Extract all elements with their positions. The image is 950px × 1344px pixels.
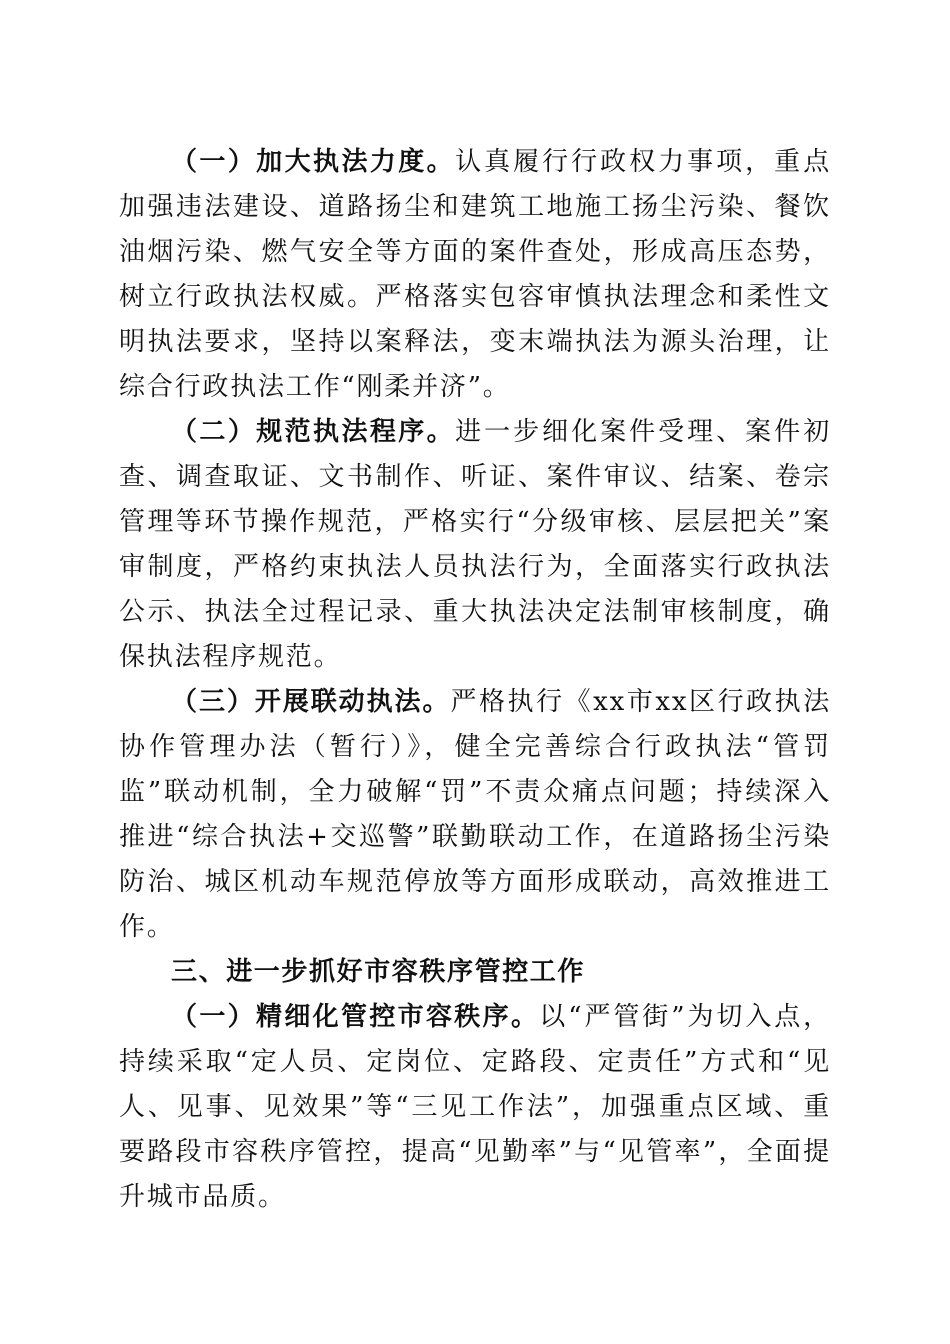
paragraph-lead: （一）精细化管控市容秩序。 bbox=[171, 1002, 540, 1032]
section-heading: 三、进一步抓好市容秩序管控工作 bbox=[171, 957, 586, 987]
paragraph-text: 进一步细化案件受理、案件初查、调查取证、文书制作、听证、案件审议、结案、卷宗管理等环节操作规范，严格实行“分级审核、层层把关”案审制度，严格约束执法人员执法行为，全面落实行政执法公示、执法全过程记录、重大执法决定法制审核制度，确保执法程序规范。 bbox=[119, 417, 831, 672]
paragraph-joint-enforcement bbox=[119, 680, 831, 950]
document-body bbox=[119, 140, 831, 1220]
paragraph-lead: （三）开展联动执法。 bbox=[171, 687, 451, 717]
paragraph-city-appearance-control bbox=[119, 995, 831, 1220]
paragraph-standardize-procedure bbox=[119, 410, 831, 680]
paragraph-text: 严格执行《xx市xx区行政执法协作管理办法（暂行）》，健全完善综合行政执法“管罚监”联动机制，全力破解“罚”不责众痛点问题；持续深入推进“综合执法+交巡警”联勤联动工作，在道路扬尘污染防治、城区机动车规范停放等方面形成联动，高效推进工作。 bbox=[119, 687, 831, 942]
paragraph-strengthen-enforcement bbox=[119, 140, 831, 410]
paragraph-lead: （二）规范执法程序。 bbox=[171, 417, 456, 447]
paragraph-text: 以“严管街”为切入点，持续采取“定人员、定岗位、定路段、定责任”方式和“见人、见事、见效果”等“三见工作法”，加强重点区域、重要路段市容秩序管控，提高“见勤率”与“见管率”，全面提升城市品质。 bbox=[119, 1002, 831, 1212]
paragraph-text: 认真履行行政权力事项，重点加强违法建设、道路扬尘和建筑工地施工扬尘污染、餐饮油烟污染、燃气安全等方面的案件查处，形成高压态势，树立行政执法权威。严格落实包容审慎执法理念和柔性文明执法要求，坚持以案释法，变末端执法为源头治理，让综合行政执法工作“刚柔并济”。 bbox=[119, 147, 831, 402]
paragraph-lead: （一）加大执法力度。 bbox=[171, 147, 456, 177]
